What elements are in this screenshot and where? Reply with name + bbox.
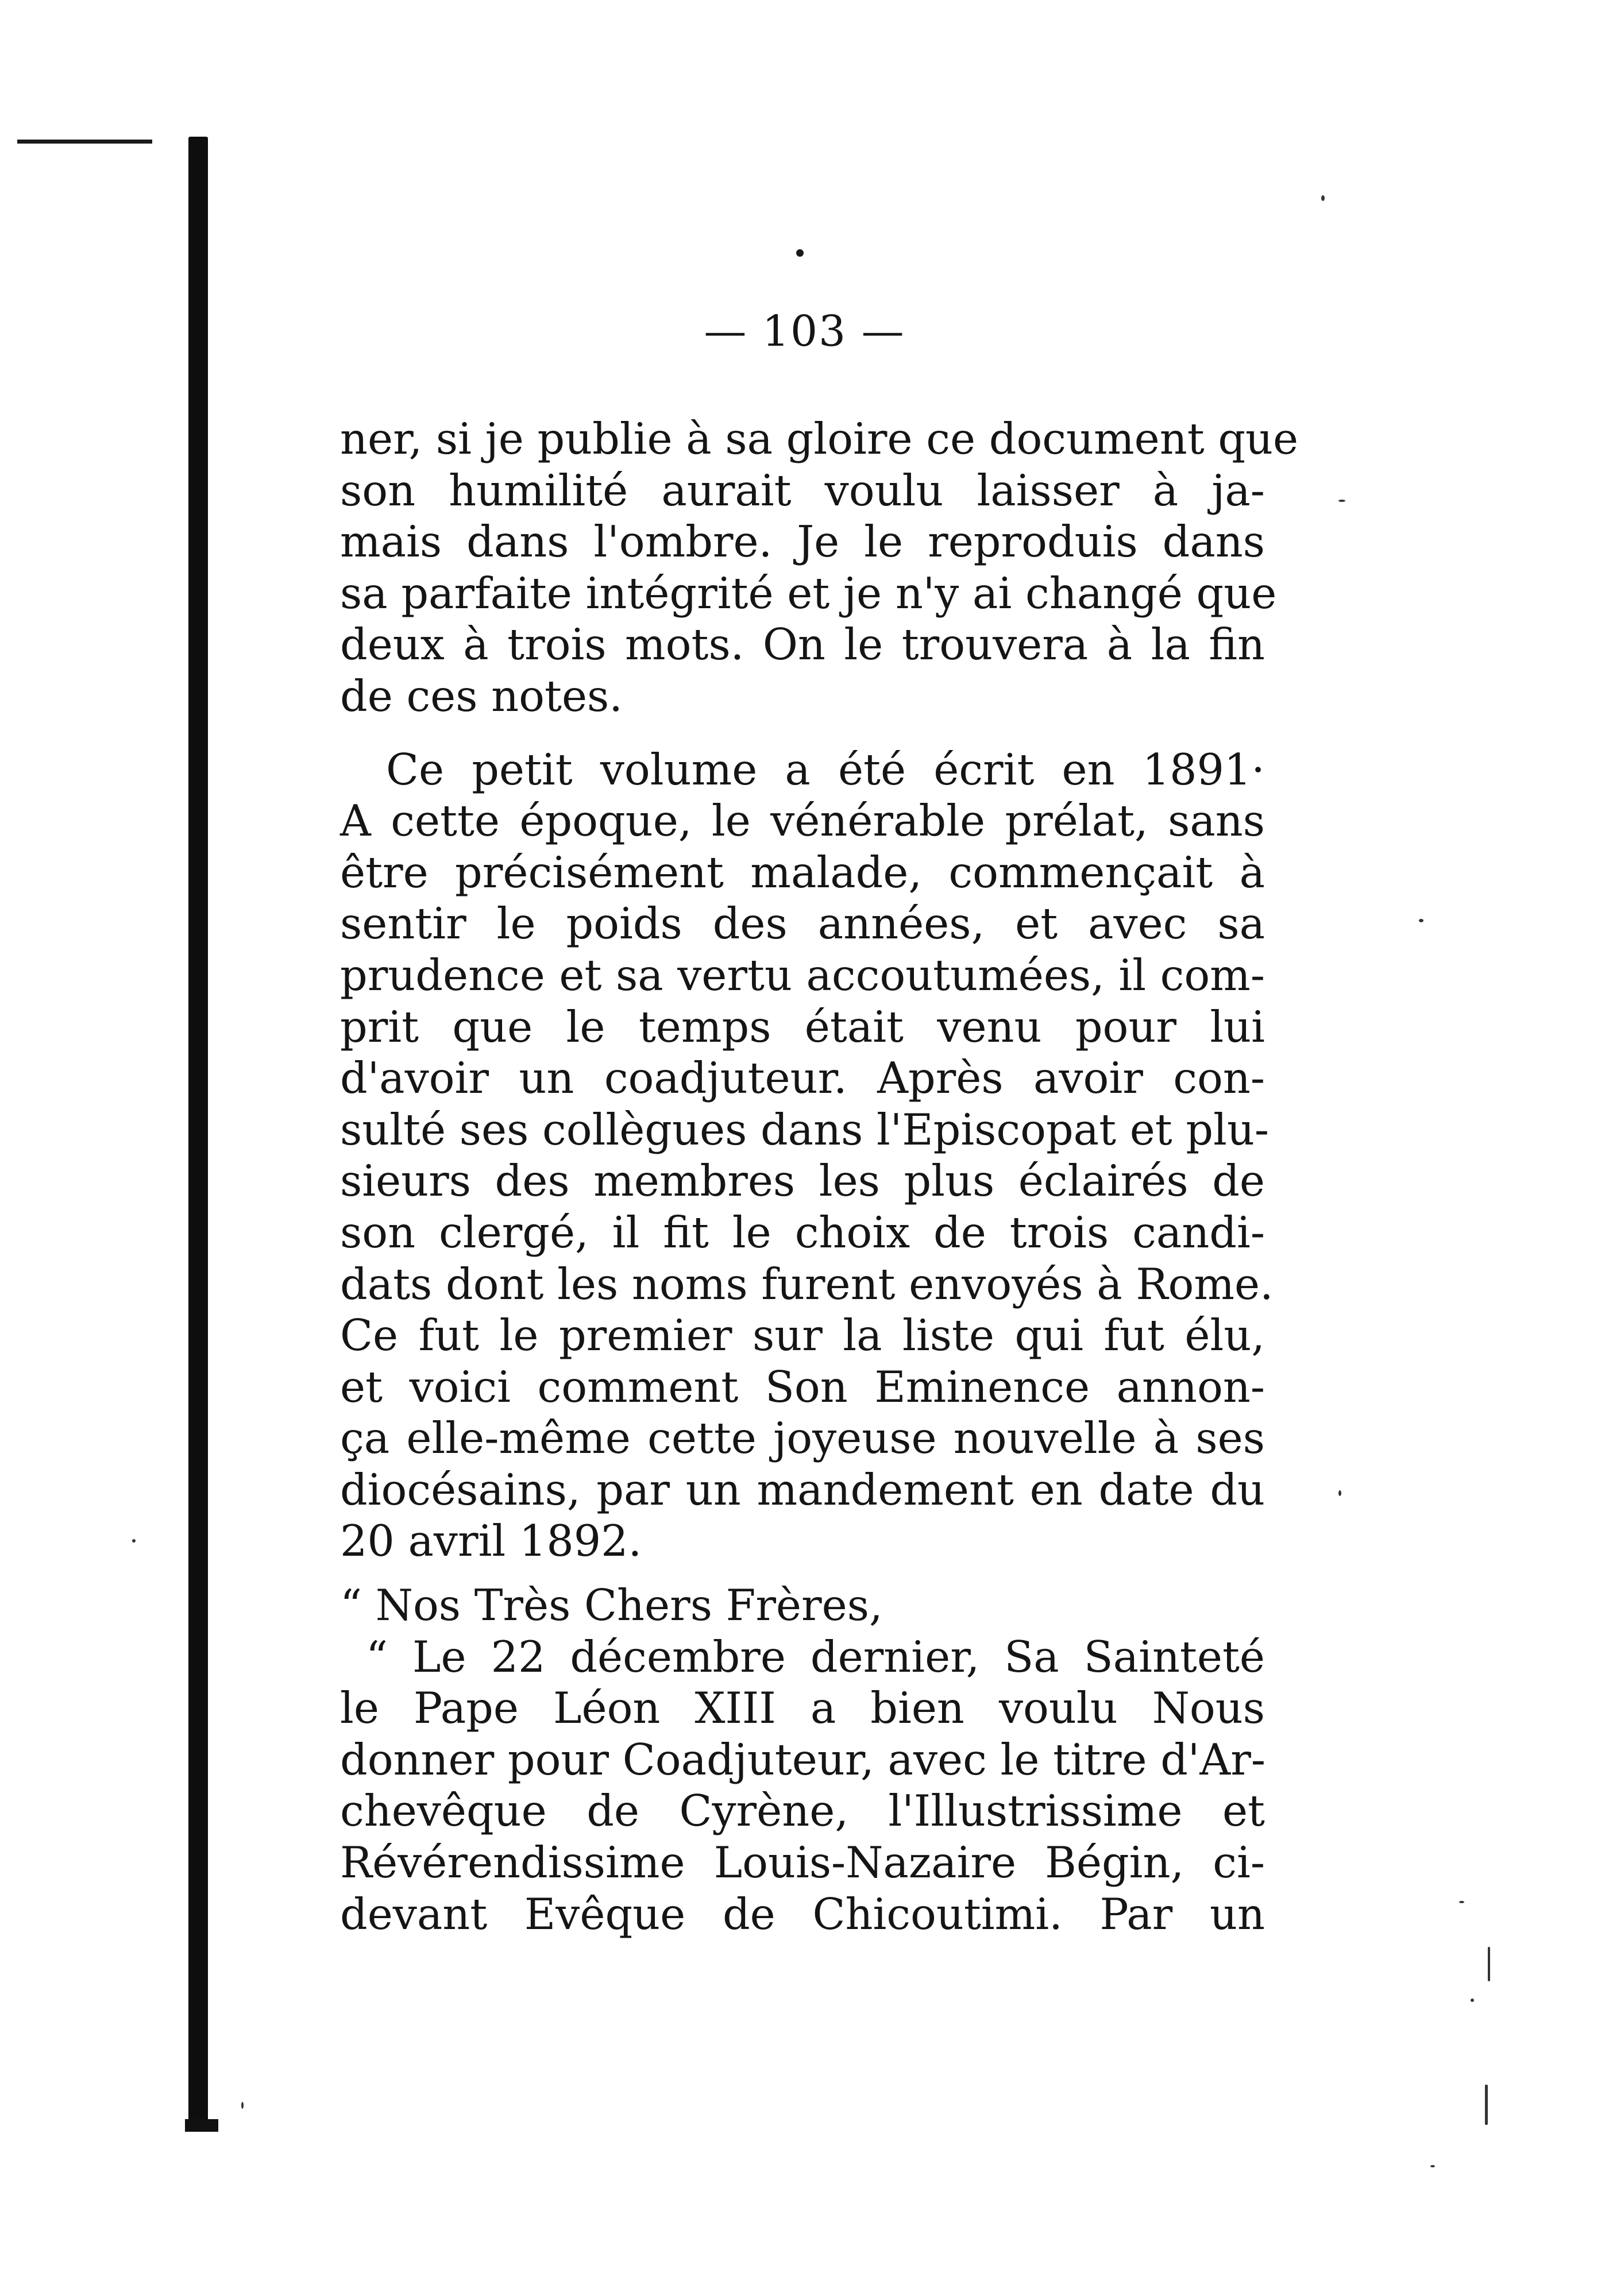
text-line: et voici comment Son Eminence annon- (340, 1362, 1265, 1412)
scan-speck (1471, 1999, 1474, 2002)
scan-speck (1321, 195, 1325, 201)
scan-edge-rule (17, 140, 152, 144)
text-line: son clergé, il fit le choix de trois candi- (340, 1207, 1265, 1258)
text-line: de ces notes. (340, 671, 623, 721)
scan-speck (132, 1539, 136, 1543)
text-line: Ce petit volume a été écrit en 1891· (386, 744, 1265, 795)
text-line: ner, si je publie à sa gloire ce document que (340, 414, 1299, 464)
text-line: 20 avril 1892. (340, 1516, 642, 1567)
text-line: ça elle-même cette joyeuse nouvelle à ses (340, 1413, 1265, 1464)
paragraph (340, 744, 1274, 1568)
text-line: devant Evêque de Chicoutimi. Par un (340, 1889, 1265, 1939)
scan-speck (1430, 2165, 1435, 2167)
paragraph (340, 413, 1299, 722)
text-line: donner pour Coadjuteur, avec le titre d'Ar- (340, 1734, 1265, 1785)
text-line: le Pape Léon XIII a bien voulu Nous (340, 1683, 1265, 1734)
text-line: Révérendissime Louis-Nazaire Bégin, ci- (340, 1838, 1265, 1888)
text-line: être précisément malade, commençait à (340, 847, 1265, 898)
text-line: sieurs des membres les plus éclairés de (340, 1156, 1265, 1207)
body-text (340, 413, 1299, 1940)
binding-shadow-foot (185, 2119, 218, 2132)
text-line: sulté ses collègues dans l'Episcopat et plu- (340, 1104, 1270, 1155)
text-line: Ce fut le premier sur la liste qui fut élu, (340, 1311, 1265, 1361)
scan-speck (241, 2102, 244, 2109)
text-line: chevêque de Cyrène, l'Illustrissime et (340, 1786, 1265, 1837)
text-line: “ Nos Très Chers Frères, (340, 1580, 883, 1631)
scan-speck (1338, 500, 1345, 502)
scan-speck (1485, 2085, 1488, 2125)
paragraph (340, 1632, 1265, 1941)
text-line: A cette époque, le vénérable prélat, sans (340, 796, 1265, 846)
text-line: sa parfaite intégrité et je n'y ai changé que (340, 568, 1277, 619)
binding-shadow (188, 137, 208, 2129)
salutation (340, 1580, 1265, 1632)
text-line: dats dont les noms furent envoyés à Rome. (340, 1259, 1274, 1309)
text-line: d'avoir un coadjuteur. Après avoir con- (340, 1053, 1265, 1104)
text-line: prudence et sa vertu accoutumées, il com- (340, 950, 1265, 1000)
text-line: sentir le poids des années, et avec sa (340, 899, 1265, 949)
scan-speck (1419, 919, 1423, 922)
text-line: diocésains, par un mandement en date du (340, 1464, 1265, 1515)
ink-dot (796, 249, 804, 257)
text-line: mais dans l'ombre. Je le reproduis dans (340, 517, 1265, 567)
text-line: “ Le 22 décembre dernier, Sa Sainteté (366, 1632, 1265, 1682)
scan-speck (1338, 1490, 1341, 1496)
scan-speck (1488, 1947, 1490, 1981)
text-line: son humilité aurait voulu laisser à ja- (340, 465, 1265, 516)
text-line: deux à trois mots. On le trouvera à la fin (340, 620, 1265, 670)
page-number: — 103 — (704, 307, 905, 356)
scan-speck (1459, 1901, 1464, 1903)
text-line: prit que le temps était venu pour lui (340, 1002, 1265, 1052)
